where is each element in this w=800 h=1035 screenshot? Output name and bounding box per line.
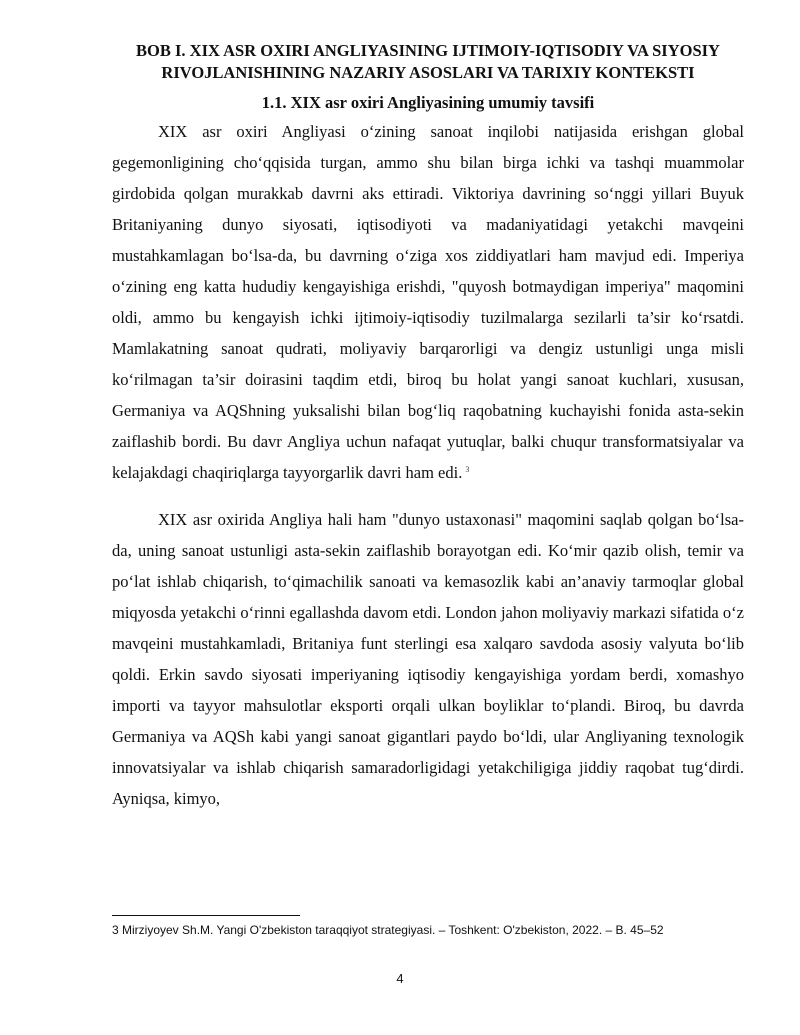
body-paragraph-1: [112, 116, 744, 488]
footnote-reference[interactable]: 3: [465, 464, 470, 474]
paragraph-1-text: XIX asr oxiri Angliyasi o‘zining sanoat inqilobi natijasida erishgan global gegemonligining cho‘qqisida turgan, ammo shu bilan birga ichki va tashqi muammolar girdobida qolgan murakkab davrni aks ettiradi. Viktoriya davrining so‘nggi yillari Buyuk Britaniyaning dunyo siyosati, iqtisodiyoti va madaniyatidagi yetakchi mavqeini mustahkamlagan bo‘lsa-da, bu davrning o‘ziga xos ziddiyatlari ham mavjud edi. Imperiya o‘zining eng katta hududiy kengayishiga erishdi, "quyosh botmaydigan imperiya" maqomini oldi, ammo bu kengayish ichki ijtimoiy-iqtisodiy tuzilmalarga sezilarli ta’sir ko‘rsatdi. Mamlakatning sanoat qudrati, moliyaviy barqarorligi va dengiz ustunligi unga misli ko‘rilmagan ta’sir doirasini taqdim etdi, biroq bu holat yangi sanoat kuchlari, xususan, Germaniya va AQShning yuksalishi bilan bog‘liq raqobatning kuchayishi fonida asta-sekin zaiflashib bordi. Bu davr Angliya uchun nafaqat yutuqlar, balki chuqur transformatsiyalar va kelajakdagi chaqiriqlarga tayyorgarlik davri ham edi.: [112, 122, 744, 482]
section-title: 1.1. XIX asr oxiri Angliyasining umumiy tavsifi: [261, 93, 595, 112]
footnote: 3 Mirziyoyev Sh.M. Yangi O'zbekiston taraqqiyot strategiyasi. – Toshkent: O'zbekiston, 2022. – B. 45–52: [112, 923, 664, 937]
page-content: [112, 40, 744, 814]
body-paragraph-2: XIX asr oxirida Angliya hali ham "dunyo ustaxonasi" maqomini saqlab qolgan bo‘lsa-da, uning sanoat ustunligi asta-sekin zaiflashib borayotgan edi. Ko‘mir qazib olish, temir va po‘lat ishlab chiqarish, to‘qimachilik sanoati va kemasozlik kabi an’anaviy tarmoqlar global miqyosda yetakchi o‘rinni egallashda davom etdi. London jahon moliyaviy markazi sifatida o‘z mavqeini mustahkamladi, Britaniya funt sterlingi esa xalqaro savdoda asosiy valyuta bo‘lib qoldi. Erkin savdo siyosati imperiyaning iqtisodiy kengayishiga yordam berdi, xomashyo importi va tayyor mahsulotlar eksporti orqali ulkan boyliklar to‘plandi. Biroq, bu davrda Germaniya va AQSh kabi yangi sanoat gigantlari paydo bo‘ldi, ular Angliyaning texnologik innovatsiyalar va ishlab chiqarish samaradorligidagi yetakchiligiga jiddiy raqobat tug‘dirdi. Ayniqsa, kimyo,: [112, 510, 744, 808]
page-number: 4: [396, 971, 404, 986]
chapter-title: BOB I. XIX ASR OXIRI ANGLIYASINING IJTIMOIY-IQTISODIY VA SIYOSIY RIVOJLANISHINING NAZARIY ASOSLARI VA TARIXIY KONTEKSTI: [136, 41, 720, 82]
footnote-divider: [112, 915, 300, 916]
